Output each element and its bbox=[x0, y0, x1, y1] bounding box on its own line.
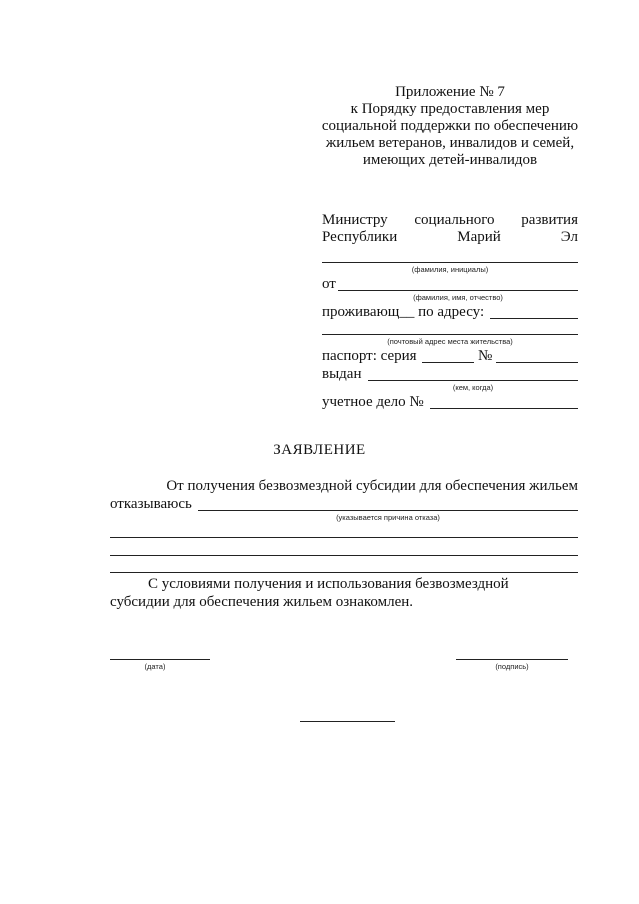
passport-label: паспорт: серия bbox=[322, 348, 417, 364]
from-field-line[interactable] bbox=[338, 290, 578, 291]
name-caption: (фамилия, инициалы) bbox=[411, 265, 489, 274]
issued-label: выдан bbox=[322, 366, 362, 382]
refusal-line-2: отказываюсь bbox=[110, 496, 192, 512]
issued-field-line[interactable] bbox=[368, 380, 578, 381]
reason-caption: (указывается причина отказа) bbox=[336, 513, 440, 522]
acknowledgement-line-1: С условиями получения и использования безвозмездной bbox=[148, 576, 509, 592]
residing-label: проживающ__ по адресу: bbox=[322, 304, 485, 320]
acknowledgement-line-2: субсидии для обеспечения жильем ознакомлен. bbox=[110, 594, 414, 610]
address-field-line-2[interactable] bbox=[322, 334, 578, 335]
signature-caption: (подпись) bbox=[495, 662, 529, 671]
date-caption: (дата) bbox=[144, 662, 166, 671]
reason-field-line-2[interactable] bbox=[110, 537, 578, 538]
reason-field-line-3[interactable] bbox=[110, 555, 578, 556]
addressee-word: Республики bbox=[322, 229, 398, 245]
passport-series-line[interactable] bbox=[422, 362, 474, 363]
passport-number-line[interactable] bbox=[496, 362, 578, 363]
reason-field-line-1[interactable] bbox=[198, 510, 578, 511]
statement-title: ЗАЯВЛЕНИЕ bbox=[273, 442, 366, 458]
address-field-line-1[interactable] bbox=[490, 318, 578, 319]
signature-field-line[interactable] bbox=[456, 659, 568, 660]
addressee-word: Министру bbox=[322, 212, 388, 228]
appendix-line-3: социальной поддержки по обеспечению bbox=[321, 118, 579, 134]
addressee-word: социального bbox=[414, 212, 495, 228]
name-field-line[interactable] bbox=[322, 262, 578, 263]
addressee-word: Марий bbox=[457, 229, 501, 245]
from-caption: (фамилия, имя, отчество) bbox=[413, 293, 503, 302]
reason-field-line-4[interactable] bbox=[110, 572, 578, 573]
addressee-row-1 bbox=[322, 212, 578, 229]
issued-caption: (кем, когда) bbox=[452, 383, 494, 392]
record-label: учетное дело № bbox=[322, 394, 424, 410]
refusal-line-1: От получения безвозмездной субсидии для обеспечения жильем bbox=[166, 478, 578, 494]
date-field-line[interactable] bbox=[110, 659, 210, 660]
closing-separator bbox=[300, 721, 395, 722]
appendix-line-4: жильем ветеранов, инвалидов и семей, bbox=[325, 135, 575, 151]
passport-number-sign: № bbox=[478, 348, 493, 364]
addressee-word: Эл bbox=[560, 229, 578, 245]
appendix-line-2: к Порядку предоставления мер bbox=[350, 101, 550, 117]
addressee-word: развития bbox=[521, 212, 578, 228]
address-caption: (почтовый адрес места жительства) bbox=[387, 337, 513, 346]
from-label: от bbox=[322, 276, 336, 292]
addressee-row-2 bbox=[322, 229, 578, 246]
appendix-line-1: Приложение № 7 bbox=[395, 84, 505, 100]
record-field-line[interactable] bbox=[430, 408, 578, 409]
appendix-line-5: имеющих детей-инвалидов bbox=[362, 152, 538, 168]
